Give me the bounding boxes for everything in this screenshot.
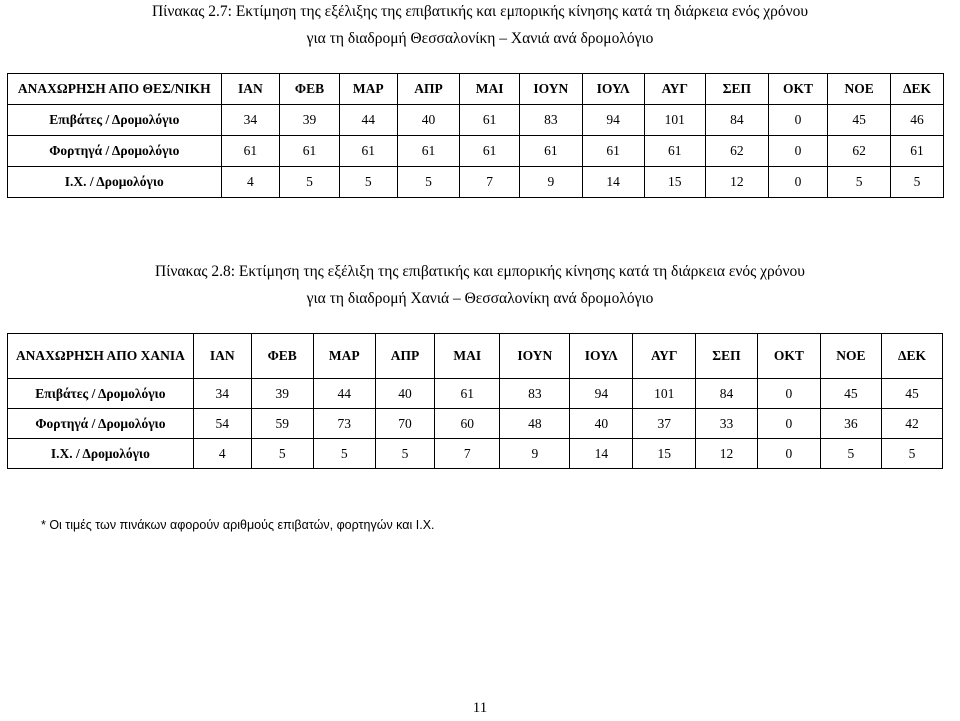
- value-cell: 83: [500, 379, 570, 409]
- value-cell: 45: [828, 105, 891, 136]
- value-cell: 12: [696, 439, 758, 469]
- header-cell-month: ΔΕΚ: [890, 74, 943, 105]
- value-cell: 61: [435, 379, 500, 409]
- page-number: 11: [472, 700, 488, 716]
- table-row: [8, 439, 943, 469]
- table1-body: [8, 74, 944, 198]
- value-cell: 5: [890, 167, 943, 198]
- value-cell: 62: [828, 136, 891, 167]
- table2-caption: [0, 258, 960, 312]
- value-cell: 84: [696, 379, 758, 409]
- table1-caption: [0, 0, 960, 52]
- value-cell: 59: [251, 409, 313, 439]
- value-cell: 0: [768, 136, 828, 167]
- value-cell: 14: [570, 439, 633, 469]
- header-cell-month: ΙΑΝ: [193, 334, 251, 379]
- table-row: [8, 167, 944, 198]
- value-cell: 44: [313, 379, 375, 409]
- value-cell: 5: [251, 439, 313, 469]
- header-cell-month: ΙΟΥΛ: [570, 334, 633, 379]
- value-cell: 94: [582, 105, 644, 136]
- header-cell-month: ΙΑΝ: [221, 74, 280, 105]
- value-cell: 0: [768, 105, 828, 136]
- value-cell: 61: [339, 136, 397, 167]
- value-cell: 5: [397, 167, 460, 198]
- value-cell: 15: [644, 167, 706, 198]
- value-cell: 4: [193, 439, 251, 469]
- value-cell: 33: [696, 409, 758, 439]
- header-cell-month: ΜΑΡ: [313, 334, 375, 379]
- value-cell: 34: [193, 379, 251, 409]
- value-cell: 12: [706, 167, 769, 198]
- value-cell: 9: [500, 439, 570, 469]
- value-cell: 40: [397, 105, 460, 136]
- value-cell: 9: [519, 167, 582, 198]
- table-row: [8, 105, 944, 136]
- header-cell-month: ΙΟΥΝ: [500, 334, 570, 379]
- value-cell: 101: [644, 105, 706, 136]
- value-cell: 42: [881, 409, 942, 439]
- value-cell: 36: [820, 409, 881, 439]
- value-cell: 73: [313, 409, 375, 439]
- value-cell: 62: [706, 136, 769, 167]
- header-cell-month: ΙΟΥΛ: [582, 74, 644, 105]
- header-cell-month: ΜΑΙ: [435, 334, 500, 379]
- value-cell: 0: [757, 409, 820, 439]
- value-cell: 60: [435, 409, 500, 439]
- value-cell: 39: [280, 105, 340, 136]
- value-cell: 5: [339, 167, 397, 198]
- header-cell-departure: ΑΝΑΧΩΡΗΣΗ ΑΠΟ ΘΕΣ/ΝΙΚΗ: [8, 74, 222, 105]
- value-cell: 34: [221, 105, 280, 136]
- value-cell: 5: [375, 439, 434, 469]
- value-cell: 61: [397, 136, 460, 167]
- value-cell: 0: [757, 379, 820, 409]
- header-cell-month: ΑΠΡ: [397, 74, 460, 105]
- value-cell: 5: [313, 439, 375, 469]
- table1-caption-line1: Πίνακας 2.7: Εκτίμηση της εξέλιξης της επιβατικής και εμπορικής κίνησης κατά τη διάρκεια ενός χρόνου: [151, 3, 809, 20]
- table1: [7, 73, 944, 198]
- header-cell-month: ΜΑΡ: [339, 74, 397, 105]
- table-row: [8, 409, 943, 439]
- value-cell: 61: [280, 136, 340, 167]
- header-cell-month: ΝΟΕ: [820, 334, 881, 379]
- header-cell-month: ΟΚΤ: [768, 74, 828, 105]
- value-cell: 101: [633, 379, 696, 409]
- table2: [7, 333, 943, 469]
- header-cell-month: ΝΟΕ: [828, 74, 891, 105]
- table2-caption-line1: Πίνακας 2.8: Εκτίμηση της εξέλιξη της επιβατικής και εμπορικής κίνησης κατά τη διάρκεια ενός χρόνου: [155, 263, 805, 280]
- table-row: [8, 379, 943, 409]
- value-cell: 70: [375, 409, 434, 439]
- table2-caption-line2: για τη διαδρομή Χανιά – Θεσσαλονίκη ανά δρομολόγιο: [306, 290, 654, 307]
- row-label-cell: Ι.Χ. / Δρομολόγιο: [8, 439, 194, 469]
- value-cell: 39: [251, 379, 313, 409]
- value-cell: 48: [500, 409, 570, 439]
- header-cell-month: ΦΕΒ: [280, 74, 340, 105]
- value-cell: 40: [375, 379, 434, 409]
- row-label-cell: Επιβάτες / Δρομολόγιο: [8, 105, 222, 136]
- value-cell: 61: [460, 105, 520, 136]
- value-cell: 45: [881, 379, 942, 409]
- row-label-cell: Ι.Χ. / Δρομολόγιο: [8, 167, 222, 198]
- value-cell: 37: [633, 409, 696, 439]
- value-cell: 5: [820, 439, 881, 469]
- value-cell: 7: [435, 439, 500, 469]
- value-cell: 15: [633, 439, 696, 469]
- value-cell: 54: [193, 409, 251, 439]
- header-cell-month: ΔΕΚ: [881, 334, 942, 379]
- header-cell-month: ΣΕΠ: [696, 334, 758, 379]
- header-cell-month: ΜΑΙ: [460, 74, 520, 105]
- value-cell: 94: [570, 379, 633, 409]
- value-cell: 61: [519, 136, 582, 167]
- table-row: [8, 136, 944, 167]
- value-cell: 61: [890, 136, 943, 167]
- value-cell: 4: [221, 167, 280, 198]
- value-cell: 5: [881, 439, 942, 469]
- header-cell-month: ΑΥΓ: [633, 334, 696, 379]
- value-cell: 83: [519, 105, 582, 136]
- footnote: * Οι τιμές των πινάκων αφορούν αριθμούς επιβατών, φορτηγών και Ι.Χ.: [41, 518, 435, 532]
- value-cell: 5: [280, 167, 340, 198]
- row-label-cell: Φορτηγά / Δρομολόγιο: [8, 136, 222, 167]
- table2-body: [8, 334, 943, 469]
- row-label-cell: Επιβάτες / Δρομολόγιο: [8, 379, 194, 409]
- header-cell-month: ΣΕΠ: [706, 74, 769, 105]
- value-cell: 46: [890, 105, 943, 136]
- value-cell: 44: [339, 105, 397, 136]
- row-label-cell: Φορτηγά / Δρομολόγιο: [8, 409, 194, 439]
- header-cell-month: ΟΚΤ: [757, 334, 820, 379]
- value-cell: 61: [221, 136, 280, 167]
- value-cell: 45: [820, 379, 881, 409]
- header-cell-month: ΦΕΒ: [251, 334, 313, 379]
- table1-caption-line2: για τη διαδρομή Θεσσαλονίκη – Χανιά ανά δρομολόγιο: [306, 30, 654, 47]
- value-cell: 40: [570, 409, 633, 439]
- value-cell: 0: [757, 439, 820, 469]
- value-cell: 84: [706, 105, 769, 136]
- value-cell: 5: [828, 167, 891, 198]
- value-cell: 61: [460, 136, 520, 167]
- header-cell-month: ΙΟΥΝ: [519, 74, 582, 105]
- header-cell-month: ΑΠΡ: [375, 334, 434, 379]
- value-cell: 61: [644, 136, 706, 167]
- table-header-row: [8, 334, 943, 379]
- value-cell: 7: [460, 167, 520, 198]
- value-cell: 61: [582, 136, 644, 167]
- header-cell-departure: ΑΝΑΧΩΡΗΣΗ ΑΠΟ ΧΑΝΙΑ: [8, 334, 194, 379]
- value-cell: 14: [582, 167, 644, 198]
- value-cell: 0: [768, 167, 828, 198]
- table-header-row: [8, 74, 944, 105]
- header-cell-month: ΑΥΓ: [644, 74, 706, 105]
